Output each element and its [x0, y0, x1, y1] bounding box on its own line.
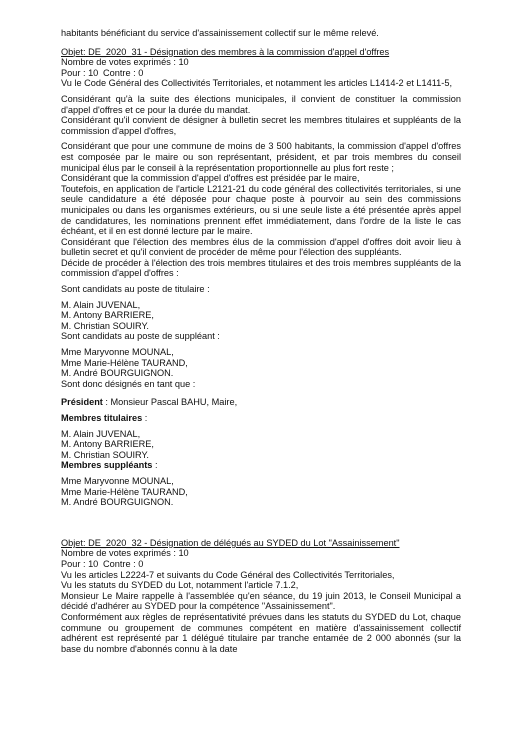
paragraph: Toutefois, en application de l'article L2121-21 du code général des collectivités territoriales, si une seule candidature a été déposée pour chaque poste à pourvoir au sein des commissions municipales ou dans les organismes extérieurs, ou si une seule liste a été présentée après appel de candidatures, les nominations prennent effet immédiatement, dans l'ordre de la liste le cas échéant, et il en est donné lecture par le maire.: [61, 183, 461, 237]
substitute-members-label: Membres suppléants: [61, 460, 153, 471]
substitute-members-heading: [61, 460, 461, 471]
votes-for: Pour : 10: [61, 558, 99, 569]
votes-against: Contre : 0: [103, 558, 144, 569]
designated-label: Sont donc désignés en tant que :: [61, 378, 196, 389]
votes-line: [61, 559, 461, 570]
deliberation-32: [61, 538, 461, 655]
votes-for: Pour : 10: [61, 67, 99, 78]
candidates-titular-label: Sont candidats au poste de titulaire :: [61, 284, 210, 295]
list-item: M. Christian SOUIRY.: [61, 449, 149, 460]
candidates-substitute-label: Sont candidats au poste de suppléant :: [61, 331, 220, 342]
list-item: M. Antony BARRIERE,: [61, 310, 154, 321]
list-item: M. Alain JUVENAL,: [61, 428, 141, 439]
votes-against: Contre : 0: [103, 67, 144, 78]
list-item: M. André BOURGUIGNON.: [61, 497, 174, 508]
paragraph: Vu le Code Général des Collectivités Territoriales, et notamment les articles L1414-2 et L1411-5,: [61, 78, 453, 89]
votes-expressed: Nombre de votes exprimés : 10: [61, 57, 189, 68]
list-item: M. André BOURGUIGNON.: [61, 368, 174, 379]
colon: :: [142, 413, 148, 423]
intro-line: habitants bénéficiant du service d'assainissement collectif sur le même relevé.: [61, 28, 379, 38]
list-item: M. Alain JUVENAL,: [61, 299, 141, 310]
list-item: M. Christian SOUIRY.: [61, 320, 149, 331]
paragraph: Vu les articles L2224-7 et suivants du Code Général des Collectivités Territoriales,: [61, 569, 395, 580]
list-item: Mme Marie-Hélène TAURAND,: [61, 357, 188, 368]
paragraph: Considérant que pour une commune de moins de 3 500 habitants, la commission d'appel d'offres est composée par le maire ou son représentant, président, et par trois membres du conseil municipal élus par le conseil à la représentation proportionnelle au plus fort reste ;: [61, 141, 461, 173]
titular-members-label: Membres titulaires: [61, 413, 143, 423]
paragraph: Conformément aux règles de représentativité prévues dans les statuts du SYDED du Lot, chaque commune ou groupement de communes compétent en matière d'assainissement collectif adhérent est représenté par 1 délégué titulaire par tranche entamée de 2 000 abonnés (sur la base du nombre d'abonnés connu à la date: [61, 611, 461, 654]
votes-expressed: Nombre de votes exprimés : 10: [61, 548, 189, 559]
list-item: Mme Marie-Hélène TAURAND,: [61, 486, 188, 497]
paragraph: Décide de procéder à l'élection des trois membres titulaires et des trois membres suppléants de la commission d'appel d'offres :: [61, 257, 461, 279]
list-item: M. Antony BARRIERE,: [61, 439, 154, 450]
colon: :: [152, 460, 158, 471]
deliberation-31: [61, 47, 461, 508]
paragraph: Considérant qu'à la suite des élections municipales, il convient de constituer la commission d'appel d'offres et ce pour la durée du mandat.: [61, 93, 461, 115]
president-label: Président: [61, 397, 103, 408]
paragraph: Considérant que l'élection des membres élus de la commission d'appel d'offres doit avoir lieu à bulletin secret et qu'il convient de procéder de même pour l'élection des suppléants.: [61, 236, 461, 258]
paragraph: Considérant qu'il convient de désigner à bulletin secret les membres titulaires et suppléants de la commission d'appel d'offres,: [61, 115, 461, 136]
votes-line: [61, 68, 461, 79]
titular-members-heading: [61, 413, 461, 424]
list-item: Mme Maryvonne MOUNAL,: [61, 347, 174, 358]
paragraph: Vu les statuts du SYDED du Lot, notamment l'article 7.1.2,: [61, 580, 299, 591]
president-line: [61, 397, 461, 408]
section-title: Objet: DE_2020_31 - Désignation des membres à la commission d'appel d'offres: [61, 46, 390, 57]
president-value: : Monsieur Pascal BAHU, Maire,: [102, 397, 238, 408]
paragraph: Considérant que la commission d'appel d'offres est présidée par le maire,: [61, 173, 360, 184]
section-title: Objet: DE_2020_32 - Désignation de délégués au SYDED du Lot "Assainissement": [61, 537, 400, 548]
paragraph: Monsieur Le Maire rappelle à l'assemblée qu'en séance, du 19 juin 2013, le Conseil Municipal a décidé d'adhérer au SYDED pour la compétence "Assainissement".: [61, 590, 461, 612]
document-page: [61, 28, 461, 654]
list-item: Mme Maryvonne MOUNAL,: [61, 475, 174, 486]
